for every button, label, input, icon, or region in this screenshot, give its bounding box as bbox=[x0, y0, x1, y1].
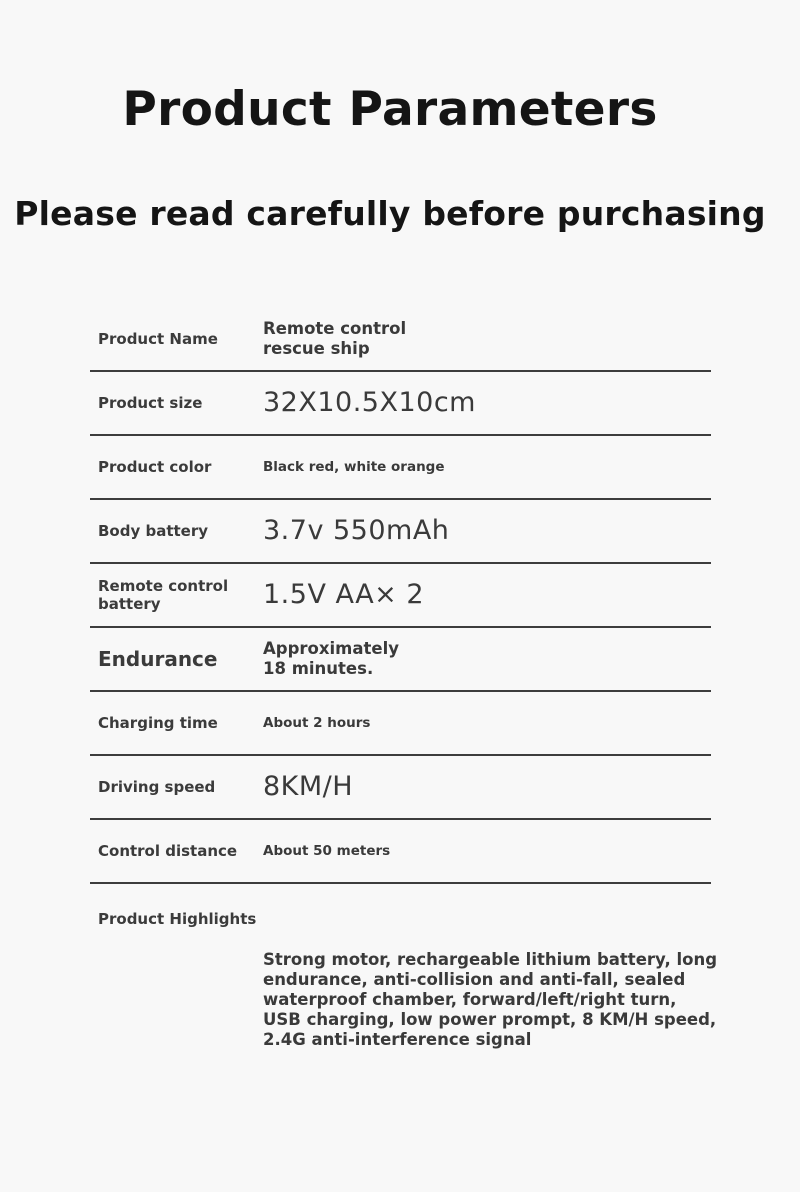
product-highlights bbox=[90, 888, 718, 1088]
highlights-text: Strong motor, rechargeable lithium battery, long endurance, anti-collision and anti-fall, sealed waterproof chamber, forward/left/right turn, USB charging, low power prompt, 8 KM/H speed, 2.4G anti-interference signal bbox=[263, 950, 718, 1049]
param-label: Endurance bbox=[98, 647, 218, 671]
highlights-label: Product Highlights bbox=[98, 910, 257, 928]
param-value: 3.7v 550mAh bbox=[263, 515, 450, 546]
param-row-product-size bbox=[90, 372, 711, 436]
param-label: Product size bbox=[98, 394, 203, 412]
param-value: About 50 meters bbox=[263, 843, 391, 859]
page-title: Product Parameters bbox=[122, 82, 658, 137]
param-row-control-distance bbox=[90, 820, 711, 884]
param-label: Product Name bbox=[98, 330, 218, 348]
param-row-charging-time bbox=[90, 692, 711, 756]
param-row-product-name bbox=[90, 308, 711, 372]
page-subtitle: Please read carefully before purchasing bbox=[14, 194, 766, 233]
param-row-remote-battery bbox=[90, 564, 711, 628]
param-label: Body battery bbox=[98, 522, 209, 540]
param-label: Charging time bbox=[98, 714, 218, 732]
parameters-table bbox=[90, 308, 711, 884]
param-value: 32X10.5X10cm bbox=[263, 387, 476, 418]
param-label: Remote control battery bbox=[98, 577, 229, 613]
param-value: 1.5V AA× 2 bbox=[263, 579, 425, 610]
param-row-endurance bbox=[90, 628, 711, 692]
param-row-driving-speed bbox=[90, 756, 711, 820]
param-label: Driving speed bbox=[98, 778, 216, 796]
param-label: Control distance bbox=[98, 842, 238, 860]
param-value: 8KM/H bbox=[263, 771, 354, 802]
param-row-product-color bbox=[90, 436, 711, 500]
param-value: Remote control rescue ship bbox=[263, 319, 407, 358]
param-row-body-battery bbox=[90, 500, 711, 564]
param-label: Product color bbox=[98, 458, 212, 476]
param-value: About 2 hours bbox=[263, 715, 371, 731]
param-value: Approximately 18 minutes. bbox=[263, 639, 399, 678]
param-value: Black red, white orange bbox=[263, 459, 445, 475]
